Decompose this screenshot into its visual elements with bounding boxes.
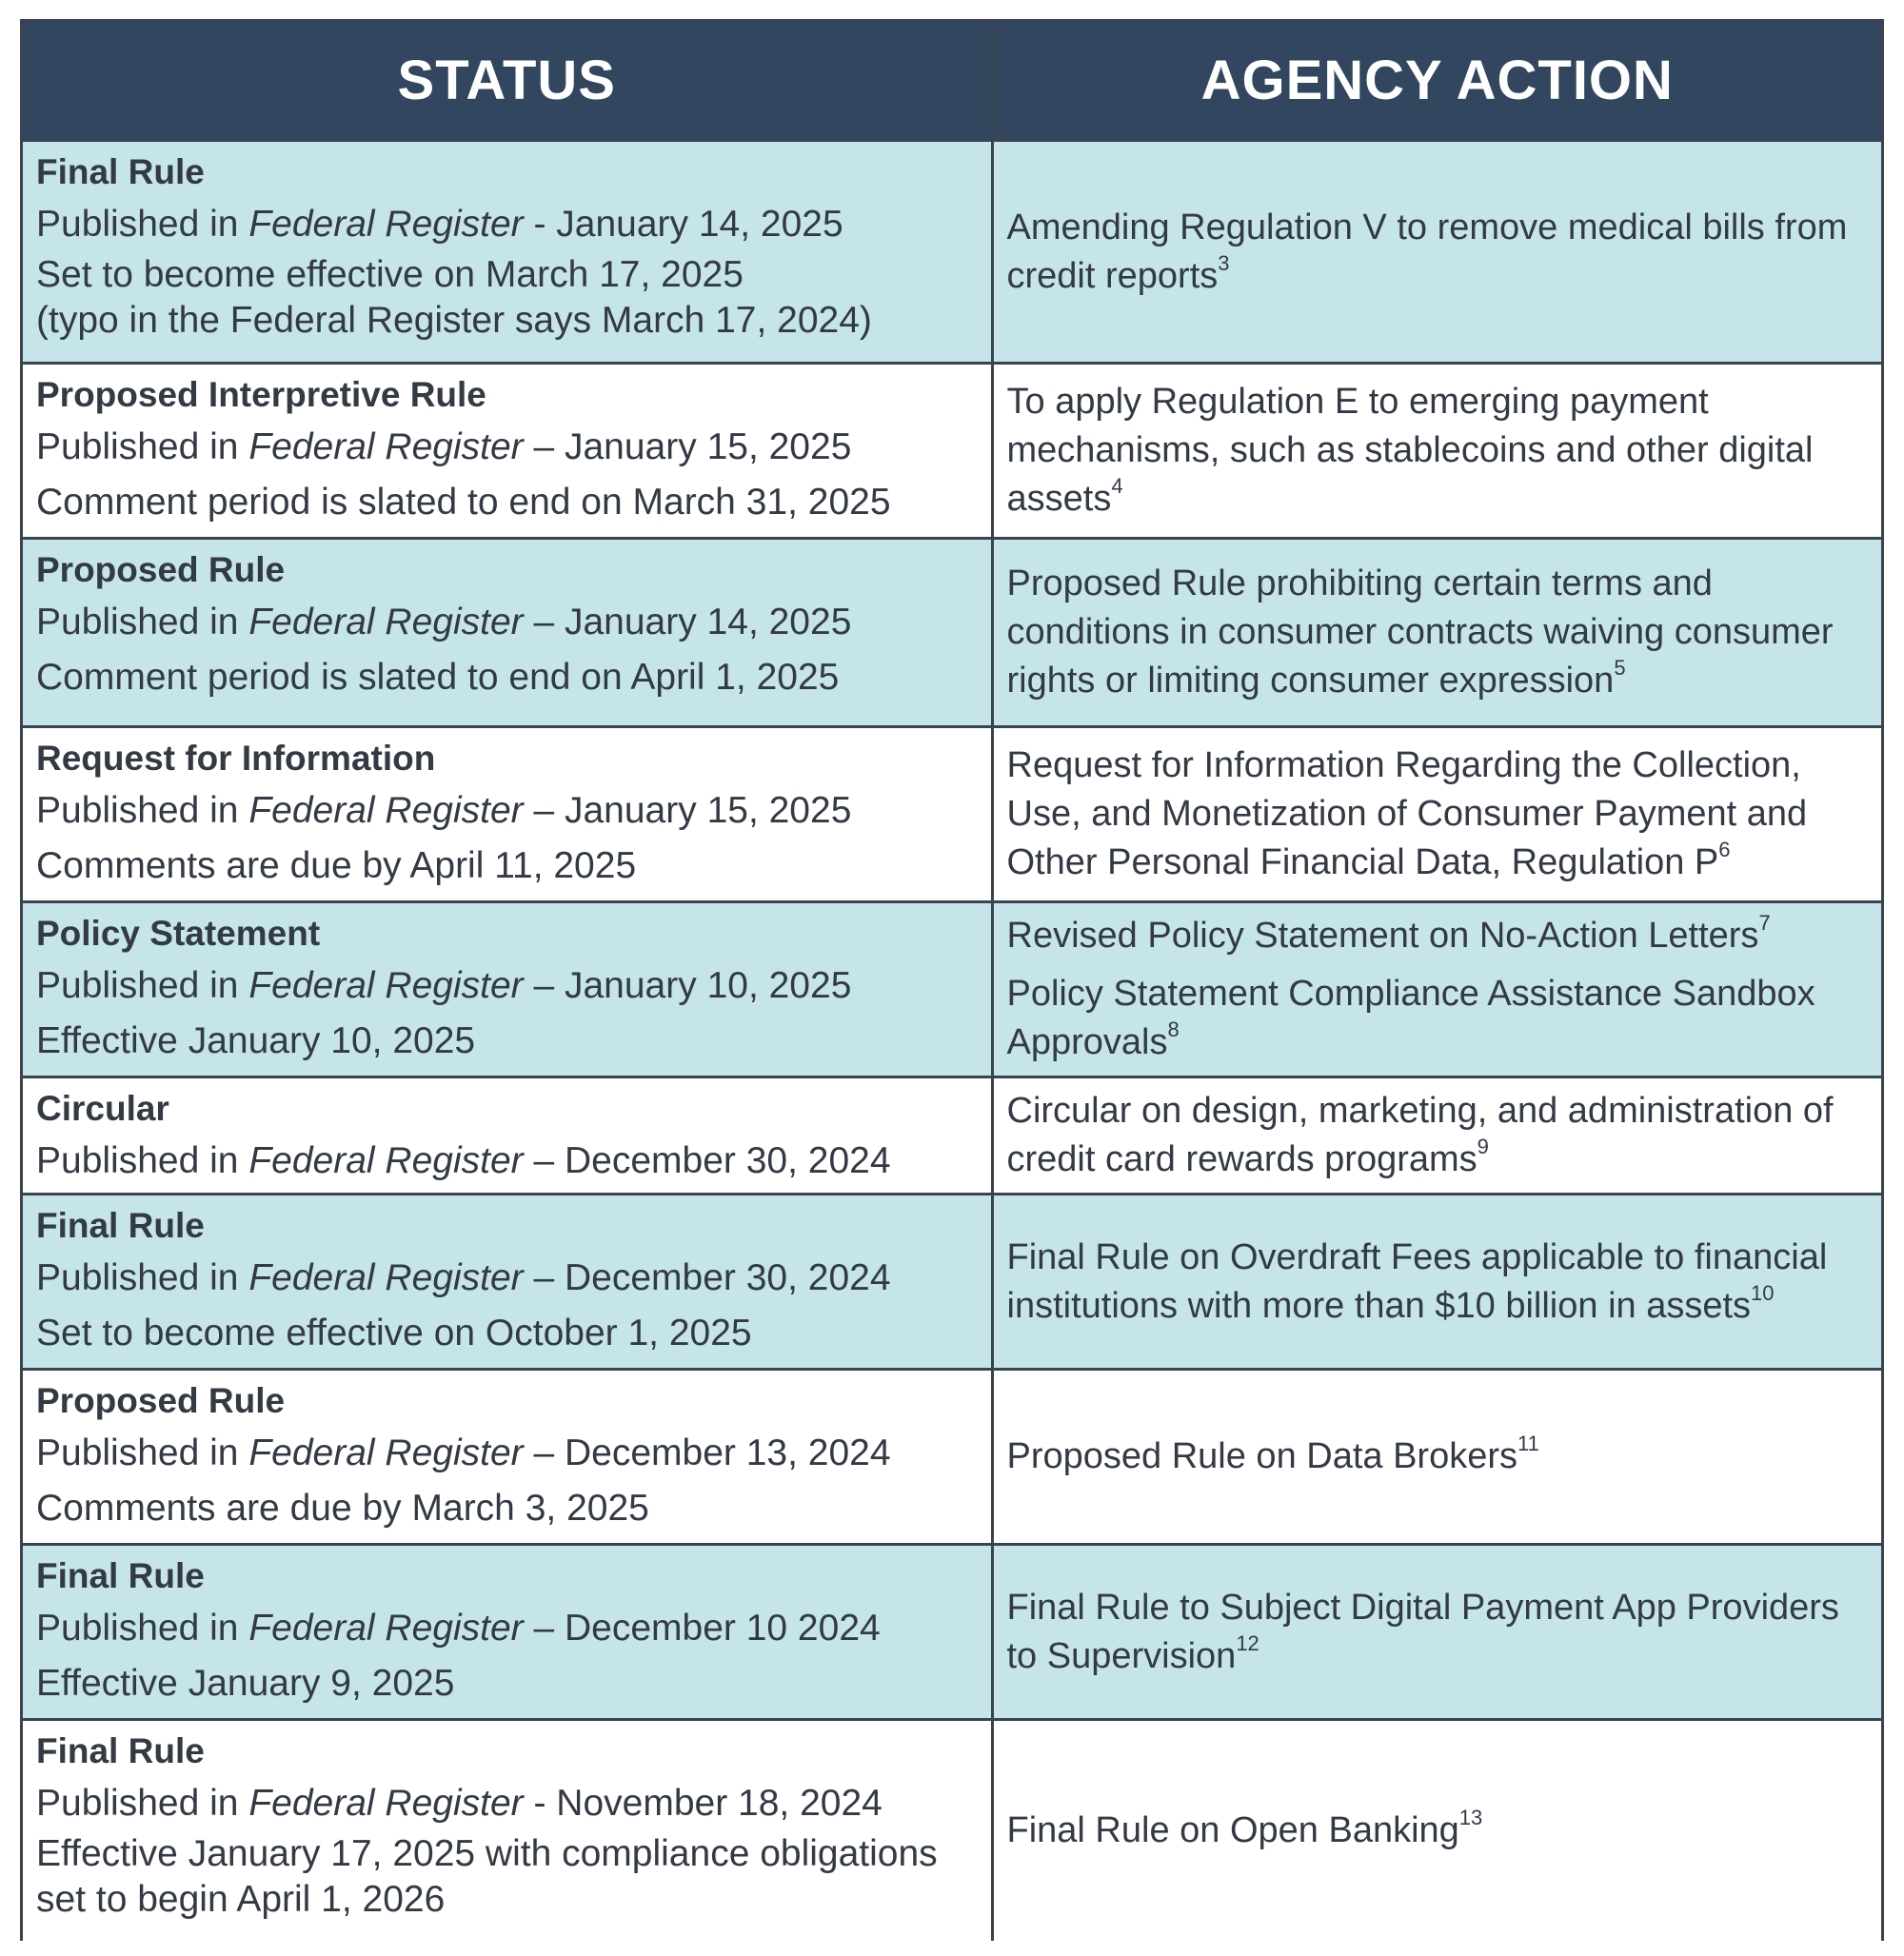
agency-action-cell [992, 727, 1881, 902]
status-detail: Set to become effective on October 1, 2025 [36, 1313, 752, 1353]
status-column-header: STATUS [23, 22, 992, 141]
regulatory-actions-table [23, 22, 1881, 1941]
agency-action-column-header: AGENCY ACTION [992, 22, 1881, 141]
published-line [36, 1251, 978, 1306]
agency-action-text [1007, 1234, 1869, 1331]
table-row [23, 1077, 1881, 1195]
published-line [36, 958, 978, 1014]
table-row [23, 1720, 1881, 1941]
status-title: Final Rule [36, 1556, 205, 1595]
publication-name: Federal Register [248, 1257, 524, 1298]
publication-name: Federal Register [248, 1783, 524, 1824]
action-description: Request for Information Regarding the Collection, Use, and Monetization of Consumer Payment and Other Personal Financial Data, Regulation P [1006, 745, 1808, 882]
agency-action-cell [992, 1195, 1881, 1370]
published-date: - November 18, 2024 [523, 1783, 883, 1824]
status-cell [23, 364, 992, 539]
published-line [36, 783, 978, 839]
footnote-reference: 10 [1751, 1280, 1775, 1305]
table-row [23, 902, 1881, 1077]
footnote-reference: 9 [1477, 1135, 1489, 1159]
published-prefix: Published in [36, 1140, 249, 1181]
publication-name: Federal Register [248, 965, 524, 1006]
status-detail: Effective January 9, 2025 [36, 1663, 455, 1704]
footnote-reference: 6 [1718, 838, 1731, 862]
action-description: Circular on design, marketing, and administration of credit card rewards programs [1006, 1091, 1834, 1179]
published-line [36, 1426, 978, 1481]
agency-action-text [1007, 970, 1869, 1067]
table-header-row [23, 22, 1881, 141]
agency-action-cell [992, 141, 1881, 364]
status-cell [23, 141, 992, 364]
agency-action-cell [992, 1370, 1881, 1545]
agency-action-text [1007, 912, 1869, 960]
agency-action-cell [992, 1545, 1881, 1720]
published-date: – January 10, 2025 [523, 965, 852, 1006]
status-detail: Set to become effective on March 17, 2025 [36, 254, 744, 295]
footnote-reference: 11 [1517, 1432, 1539, 1456]
status-title: Circular [36, 1089, 169, 1128]
footnote-reference: 13 [1458, 1806, 1483, 1830]
publication-name: Federal Register [248, 790, 524, 831]
published-date: – December 30, 2024 [523, 1257, 891, 1298]
status-cell [23, 1720, 992, 1941]
status-cell [23, 539, 992, 727]
status-title: Proposed Rule [36, 1381, 286, 1420]
publication-name: Federal Register [248, 1432, 524, 1473]
status-title: Request for Information [36, 739, 436, 778]
status-detail: Comments are due by April 11, 2025 [36, 845, 637, 886]
action-description: To apply Regulation E to emerging payment mechanisms, such as stablecoins and other digital assets [1006, 382, 1814, 519]
published-date: – December 10 2024 [523, 1608, 881, 1649]
published-prefix: Published in [36, 1783, 249, 1824]
footnote-reference: 12 [1236, 1630, 1259, 1655]
table-row [23, 1370, 1881, 1545]
status-cell [23, 1370, 992, 1545]
action-description: Revised Policy Statement on No-Action Letters [1006, 916, 1759, 956]
status-detail: Effective January 17, 2025 with compliance obligations [36, 1833, 938, 1874]
published-date: – January 15, 2025 [523, 790, 852, 831]
regulatory-actions-table-wrapper [20, 19, 1884, 1941]
published-prefix: Published in [36, 965, 249, 1006]
published-line [36, 595, 978, 650]
action-description: Amending Regulation V to remove medical bills from credit reports [1006, 207, 1848, 296]
published-prefix: Published in [36, 1608, 249, 1649]
table-row [23, 141, 1881, 364]
agency-action-text [1007, 560, 1869, 705]
status-detail: Effective January 10, 2025 [36, 1020, 476, 1061]
footnote-reference: 5 [1614, 656, 1626, 681]
published-prefix: Published in [36, 602, 249, 642]
table-row [23, 1195, 1881, 1370]
agency-action-text [1007, 1432, 1869, 1481]
status-cell [23, 1195, 992, 1370]
status-detail: Comment period is slated to end on April 1, 2025 [36, 657, 840, 698]
published-date: – January 14, 2025 [523, 602, 852, 642]
agency-action-text [1007, 204, 1869, 301]
footnote-reference: 7 [1758, 911, 1771, 936]
status-detail: Comment period is slated to end on March 31, 2025 [36, 482, 891, 523]
table-body [23, 141, 1881, 1941]
published-line [36, 1776, 978, 1831]
published-date: – December 13, 2024 [523, 1432, 891, 1473]
published-prefix: Published in [36, 426, 249, 467]
agency-action-text [1007, 1584, 1869, 1681]
published-line [36, 1134, 978, 1189]
status-cell [23, 1545, 992, 1720]
agency-action-text [1007, 378, 1869, 524]
table-row [23, 1545, 1881, 1720]
status-title: Final Rule [36, 1731, 205, 1770]
footnote-reference: 3 [1218, 250, 1230, 275]
agency-action-cell [992, 364, 1881, 539]
publication-name: Federal Register [248, 1140, 524, 1181]
status-title: Final Rule [36, 152, 205, 191]
published-line [36, 197, 978, 252]
footnote-reference: 8 [1167, 1018, 1180, 1042]
published-date: – December 30, 2024 [523, 1140, 891, 1181]
table-row [23, 727, 1881, 902]
action-description: Final Rule on Open Banking [1006, 1809, 1459, 1850]
status-title: Proposed Rule [36, 550, 286, 589]
action-description: Proposed Rule on Data Brokers [1006, 1436, 1518, 1476]
status-title: Policy Statement [36, 914, 321, 953]
agency-action-cell [992, 1077, 1881, 1195]
published-line [36, 420, 978, 475]
publication-name: Federal Register [248, 204, 524, 245]
agency-action-text [1007, 1807, 1869, 1855]
action-description: Final Rule on Overdraft Fees applicable to financial institutions with more than $10 billion in assets [1006, 1236, 1828, 1326]
action-description: Final Rule to Subject Digital Payment App Providers to Supervision [1006, 1587, 1839, 1676]
status-cell [23, 727, 992, 902]
agency-action-cell [992, 539, 1881, 727]
publication-name: Federal Register [248, 426, 524, 467]
status-cell [23, 902, 992, 1077]
publication-name: Federal Register [248, 1608, 524, 1649]
published-date: – January 15, 2025 [523, 426, 852, 467]
status-detail: Comments are due by March 3, 2025 [36, 1488, 649, 1529]
published-date: - January 14, 2025 [523, 204, 843, 245]
published-prefix: Published in [36, 204, 249, 245]
status-detail: set to begin April 1, 2026 [36, 1879, 446, 1920]
table-row [23, 364, 1881, 539]
status-title: Proposed Interpretive Rule [36, 375, 486, 414]
footnote-reference: 4 [1111, 474, 1123, 499]
agency-action-text [1007, 741, 1869, 887]
published-prefix: Published in [36, 1257, 249, 1298]
status-detail: (typo in the Federal Register says March 17, 2024) [36, 300, 872, 341]
agency-action-text [1007, 1087, 1869, 1184]
status-cell [23, 1077, 992, 1195]
publication-name: Federal Register [248, 602, 524, 642]
action-description: Policy Statement Compliance Assistance Sandbox Approvals [1006, 974, 1815, 1062]
published-prefix: Published in [36, 790, 249, 831]
agency-action-cell [992, 1720, 1881, 1941]
status-title: Final Rule [36, 1206, 205, 1245]
agency-action-cell [992, 902, 1881, 1077]
table-row [23, 539, 1881, 727]
published-line [36, 1601, 978, 1656]
published-prefix: Published in [36, 1432, 249, 1473]
action-description: Proposed Rule prohibiting certain terms and conditions in consumer contracts waiving consumer rights or limiting consumer expression [1006, 563, 1834, 701]
